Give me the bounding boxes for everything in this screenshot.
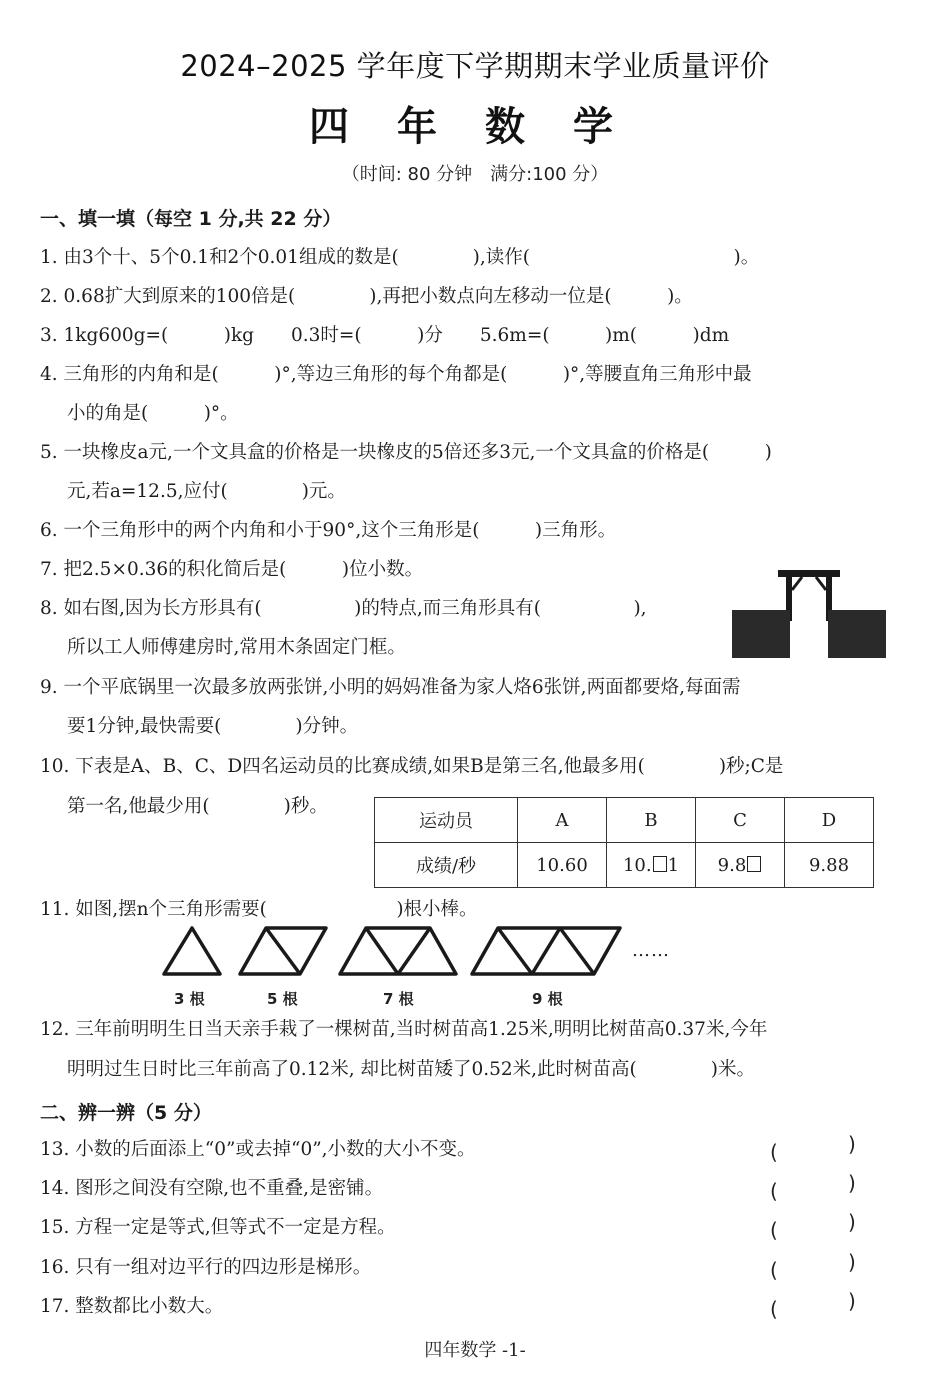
table-cell-c xyxy=(696,843,785,888)
table-header-cell: A xyxy=(518,798,607,843)
b-prefix: 10. xyxy=(622,854,652,876)
answer-paren-open[interactable]: ( xyxy=(770,1179,778,1203)
question-4-line-1: 4. 三角形的内角和是( )°,等边三角形的每个角都是( )°,等腰直角三角形中最 xyxy=(40,364,752,385)
exam-subject: 四年数学 xyxy=(309,104,661,150)
question-8-line-2: 所以工人师傅建房时,常用木条固定门框。 xyxy=(67,637,406,658)
answer-paren-open[interactable]: ( xyxy=(770,1258,778,1282)
answer-paren-open[interactable]: ( xyxy=(770,1140,778,1164)
answer-paren-close: ) xyxy=(848,1289,856,1313)
table-cell: 成绩/秒 xyxy=(375,843,518,888)
table-cell-b xyxy=(607,843,696,888)
exam-title: 2024–2025 学年度下学期期末学业质量评价 xyxy=(180,49,770,83)
judge-item-15: 15. 方程一定是等式,但等式不一定是方程。 xyxy=(40,1217,396,1238)
table-header-cell: D xyxy=(785,798,874,843)
table-cell: 9.88 xyxy=(785,843,874,888)
question-9-line-1: 9. 一个平底锅里一次最多放两张饼,小明的妈妈准备为家人烙6张饼,两面都要烙,每面需 xyxy=(40,677,741,698)
caption-3-sticks: 3 根 xyxy=(174,990,205,1008)
table-header-cell: 运动员 xyxy=(375,798,518,843)
answer-paren-close: ) xyxy=(848,1132,856,1156)
exam-meta: （时间: 80 分钟 满分:100 分） xyxy=(341,164,609,185)
question-10-line-1: 10. 下表是A、B、C、D四名运动员的比赛成绩,如果B是第三名,他最多用( )秒;C是 xyxy=(40,756,784,777)
judge-item-14: 14. 图形之间没有空隙,也不重叠,是密铺。 xyxy=(40,1178,384,1199)
question-3: 3. 1kg600g=( )kg 0.3时=( )分 5.6m=( )m( )dm xyxy=(40,325,730,346)
judge-item-13: 13. 小数的后面添上“0”或去掉“0”,小数的大小不变。 xyxy=(40,1139,476,1160)
question-11: 11. 如图,摆n个三角形需要( )根小棒。 xyxy=(40,899,478,920)
question-5-line-2: 元,若a=12.5,应付( )元。 xyxy=(67,481,346,502)
answer-paren-open[interactable]: ( xyxy=(770,1218,778,1242)
table-row xyxy=(375,843,874,888)
pattern-ellipsis: …… xyxy=(632,940,670,961)
answer-paren-open[interactable]: ( xyxy=(770,1297,778,1321)
question-4-line-2: 小的角是( )°。 xyxy=(67,403,239,424)
table-cell: 10.60 xyxy=(518,843,607,888)
question-8-line-1: 8. 如右图,因为长方形具有( )的特点,而三角形具有( ), xyxy=(40,598,647,619)
question-12-line-2: 明明过生日时比三年前高了0.12米, 却比树苗矮了0.52米,此时树苗高( )米。 xyxy=(67,1059,755,1080)
judge-item-16: 16. 只有一组对边平行的四边形是梯形。 xyxy=(40,1257,372,1278)
question-7: 7. 把2.5×0.36的积化简后是( )位小数。 xyxy=(40,559,424,580)
judge-item-17: 17. 整数都比小数大。 xyxy=(40,1296,224,1317)
caption-5-sticks: 5 根 xyxy=(267,990,298,1008)
section-1-heading: 一、填一填（每空 1 分,共 22 分） xyxy=(40,208,342,230)
question-5-line-1: 5. 一块橡皮a元,一个文具盒的价格是一块橡皮的5倍还多3元,一个文具盒的价格是( ) xyxy=(40,442,772,463)
question-10-line-2: 第一名,他最少用( )秒。 xyxy=(67,796,328,817)
question-9-line-2: 要1分钟,最快需要( )分钟。 xyxy=(67,716,359,737)
answer-paren-close: ) xyxy=(848,1171,856,1195)
table-header-cell: B xyxy=(607,798,696,843)
question-1: 1. 由3个十、5个0.1和2个0.01组成的数是( ),读作( )。 xyxy=(40,247,760,268)
caption-9-sticks: 9 根 xyxy=(532,990,563,1008)
answer-paren-close: ) xyxy=(848,1250,856,1274)
question-2: 2. 0.68扩大到原来的100倍是( ),再把小数点向左移动一位是( )。 xyxy=(40,286,693,307)
blank-box-icon xyxy=(747,856,761,872)
caption-7-sticks: 7 根 xyxy=(383,990,414,1008)
page-footer: 四年数学 -1- xyxy=(424,1340,526,1361)
door-frame-figure xyxy=(730,568,890,660)
question-12-line-1: 12. 三年前明明生日当天亲手栽了一棵树苗,当时树苗高1.25米,明明比树苗高0.37米,今年 xyxy=(40,1019,768,1040)
blank-box-icon xyxy=(653,856,667,872)
question-6: 6. 一个三角形中的两个内角和小于90°,这个三角形是( )三角形。 xyxy=(40,520,617,541)
answer-paren-close: ) xyxy=(848,1210,856,1234)
section-2-heading: 二、辨一辨（5 分） xyxy=(40,1102,212,1124)
table-header-row xyxy=(375,798,874,843)
b-suffix: 1 xyxy=(667,854,680,876)
c-prefix: 9.8 xyxy=(717,854,747,876)
table-header-cell: C xyxy=(696,798,785,843)
athlete-score-table xyxy=(374,797,874,888)
stick-triangles-figure xyxy=(158,924,678,980)
